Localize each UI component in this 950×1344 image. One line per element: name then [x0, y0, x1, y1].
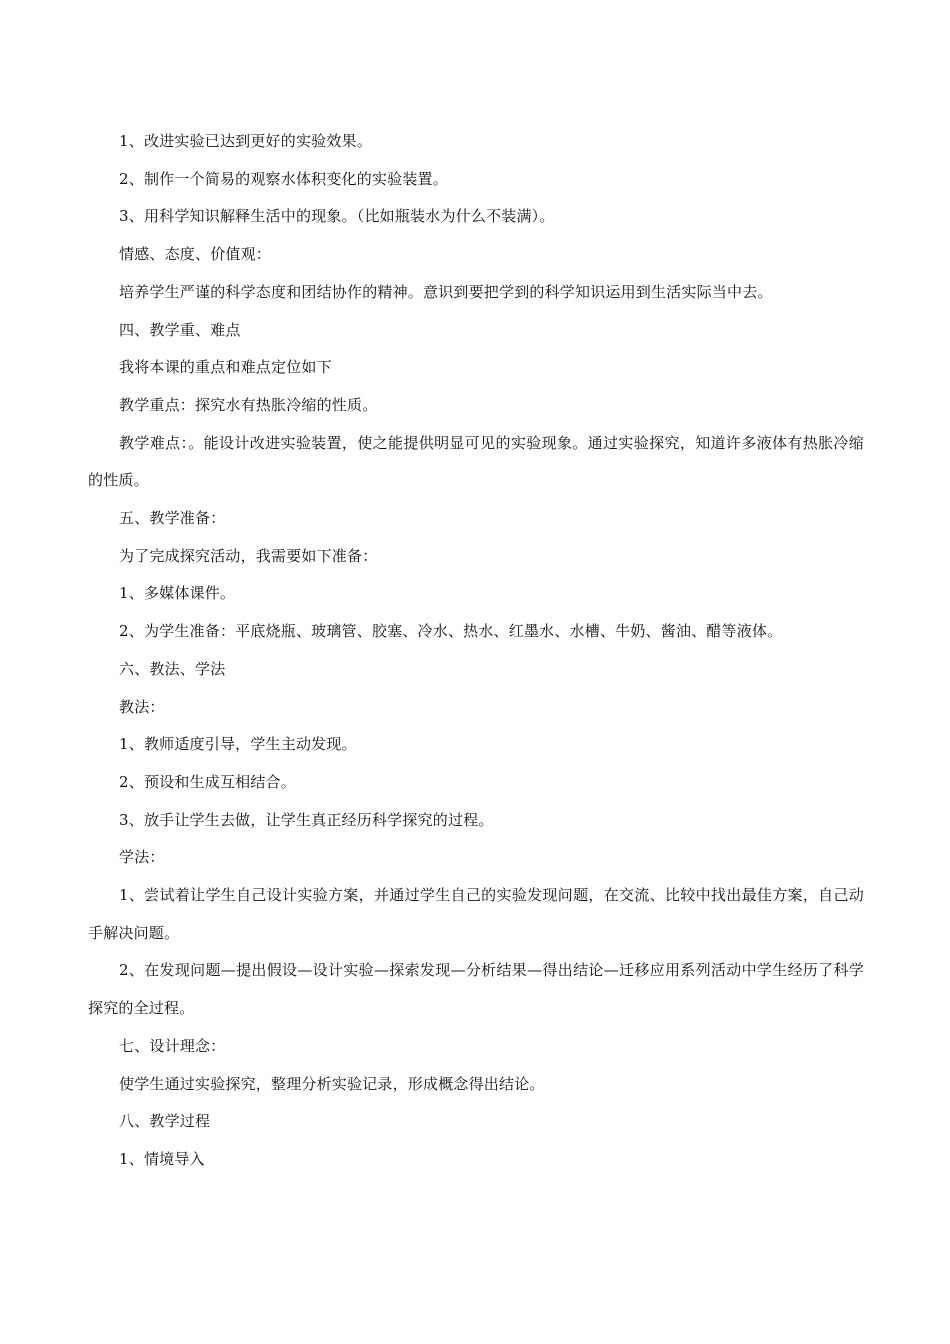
paragraph-key-point: 教学重点：探究水有热胀冷缩的性质。 [119, 395, 378, 414]
paragraph-learning-method-2: 2、在发现问题—提出假设—设计实验—探索发现—分析结果—得出结论—迁移应用系列活动中学生经历了科学探究的全过程。 [88, 961, 864, 1018]
paragraph-teaching-method-1: 1、教师适度引导，学生主动发现。 [119, 735, 357, 754]
paragraph-emotion-goal: 培养学生严谨的科学态度和团结协作的精神。意识到要把学到的科学知识运用到生活实际当中去。 [119, 282, 773, 301]
paragraph-goal-3: 3、用科学知识解释生活中的现象。（比如瓶装水为什么不装满）。 [119, 207, 555, 226]
document-body [88, 123, 864, 1179]
paragraph-difficult-point: 教学难点：。能设计改进实验装置，使之能提供明显可见的实验现象。通过实验探究，知道许多液体有热胀冷缩的性质。 [88, 433, 864, 490]
section-heading-4: 四、教学重、难点 [119, 320, 241, 339]
paragraph-goal-1: 1、改进实验已达到更好的实验效果。 [119, 132, 372, 150]
paragraph-design-concept: 使学生通过实验探究，整理分析实验记录，形成概念得出结论。 [119, 1074, 545, 1093]
paragraph-preparation-1: 1、多媒体课件。 [119, 584, 236, 603]
paragraph-goal-2: 2、制作一个简易的观察水体积变化的实验装置。 [119, 169, 448, 188]
paragraph-teaching-method-2: 2、预设和生成互相结合。 [119, 772, 296, 791]
paragraph-process-1: 1、情境导入 [119, 1149, 205, 1168]
section-heading-7: 七、设计理念： [119, 1036, 226, 1055]
section-heading-6: 六、教法、学法 [119, 659, 226, 678]
heading-learning-method: 学法： [119, 848, 165, 867]
paragraph-focus-intro: 我将本课的重点和难点定位如下 [119, 358, 332, 377]
section-heading-5: 五、教学准备： [119, 509, 226, 528]
paragraph-preparation-intro: 为了完成探究活动，我需要如下准备： [119, 546, 378, 565]
paragraph-learning-method-1: 1、尝试着让学生自己设计实验方案，并通过学生自己的实验发现问题，在交流、比较中找出最佳方案，自己动手解决问题。 [88, 886, 864, 942]
paragraph-preparation-2: 2、为学生准备：平底烧瓶、玻璃管、胶塞、冷水、热水、红墨水、水槽、牛奶、酱油、醋等液体。 [119, 622, 783, 641]
heading-teaching-method: 教法： [119, 697, 165, 716]
heading-emotion-attitude-values: 情感、态度、价值观： [119, 245, 272, 264]
paragraph-teaching-method-3: 3、放手让学生去做，让学生真正经历科学探究的过程。 [119, 810, 494, 829]
section-heading-8: 八、教学过程 [119, 1112, 211, 1131]
